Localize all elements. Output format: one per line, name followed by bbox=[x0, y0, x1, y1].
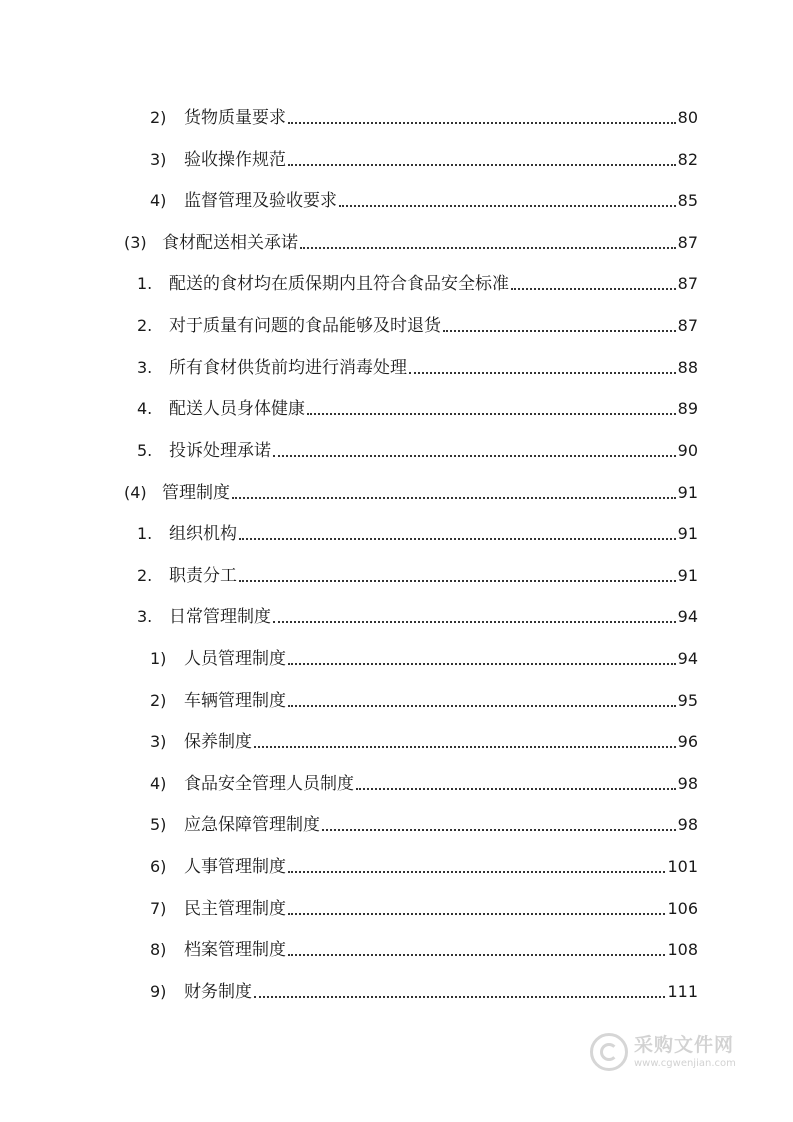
toc-entry-number: 3) bbox=[150, 150, 167, 169]
toc-leader-dots bbox=[322, 829, 676, 831]
watermark-url: www.cgwenjian.com bbox=[634, 1057, 736, 1069]
toc-entry-page: 91 bbox=[677, 483, 698, 502]
toc-entry[interactable] bbox=[137, 602, 698, 628]
toc-entry-page: 90 bbox=[677, 441, 698, 460]
toc-entry-number: 2. bbox=[137, 566, 153, 585]
toc-entry-number: 4. bbox=[137, 399, 153, 418]
toc-entry-title: 验收操作规范 bbox=[184, 150, 286, 170]
toc-leader-dots bbox=[443, 330, 676, 332]
toc-entry[interactable] bbox=[150, 977, 698, 1003]
toc-entry[interactable] bbox=[150, 935, 698, 961]
toc-leader-dots bbox=[307, 413, 676, 415]
toc-leader-dots bbox=[288, 122, 676, 124]
toc-leader-dots bbox=[288, 164, 676, 166]
toc-leader-dots bbox=[273, 621, 676, 623]
toc-entry[interactable] bbox=[150, 894, 698, 920]
watermark-site-name: 采购文件网 bbox=[634, 1033, 735, 1056]
toc-entry-page: 87 bbox=[677, 233, 698, 252]
toc-leader-dots bbox=[254, 746, 676, 748]
toc-entry-page: 94 bbox=[677, 649, 698, 668]
toc-entry-number: 1. bbox=[137, 524, 153, 543]
toc-leader-dots bbox=[409, 372, 676, 374]
toc-leader-dots bbox=[288, 913, 665, 915]
toc-entry-title: 日常管理制度 bbox=[169, 607, 271, 627]
toc-entry-number: 4) bbox=[150, 774, 167, 793]
toc-entry[interactable] bbox=[150, 644, 698, 670]
watermark-logo bbox=[590, 1027, 760, 1077]
toc-entry[interactable] bbox=[124, 478, 698, 504]
toc-leader-dots bbox=[232, 497, 676, 499]
toc-entry-page: 91 bbox=[677, 524, 698, 543]
watermark-emblem-icon bbox=[590, 1033, 628, 1071]
toc-leader-dots bbox=[254, 996, 665, 998]
toc-entry-title: 对于质量有问题的食品能够及时退货 bbox=[169, 316, 441, 336]
toc-entry[interactable] bbox=[150, 103, 698, 129]
toc-entry-title: 民主管理制度 bbox=[184, 899, 286, 919]
toc-entry-title: 保养制度 bbox=[184, 732, 252, 752]
toc-entry-number: 1) bbox=[150, 649, 167, 668]
toc-entry-number: 6) bbox=[150, 857, 167, 876]
toc-leader-dots bbox=[288, 663, 676, 665]
toc-entry-page: 89 bbox=[677, 399, 698, 418]
toc-entry-number: 2) bbox=[150, 691, 167, 710]
toc-entry-title: 货物质量要求 bbox=[184, 108, 286, 128]
toc-entry[interactable] bbox=[150, 852, 698, 878]
toc-leader-dots bbox=[511, 288, 676, 290]
toc-entry-title: 职责分工 bbox=[169, 566, 237, 586]
toc-leader-dots bbox=[300, 247, 676, 249]
toc-entry[interactable] bbox=[150, 810, 698, 836]
toc-entry-page: 87 bbox=[677, 274, 698, 293]
toc-leader-dots bbox=[239, 580, 676, 582]
toc-entry-page: 82 bbox=[677, 150, 698, 169]
toc-entry[interactable] bbox=[137, 311, 698, 337]
toc-entry[interactable] bbox=[137, 269, 698, 295]
toc-leader-dots bbox=[288, 954, 665, 956]
toc-entry[interactable] bbox=[137, 561, 698, 587]
toc-entry-title: 食材配送相关承诺 bbox=[162, 233, 298, 253]
toc-entry-number: 2. bbox=[137, 316, 153, 335]
toc-entry-title: 管理制度 bbox=[162, 483, 230, 503]
toc-leader-dots bbox=[288, 871, 665, 873]
toc-entry-page: 101 bbox=[667, 857, 698, 876]
toc-entry-page: 91 bbox=[677, 566, 698, 585]
toc-entry[interactable] bbox=[150, 769, 698, 795]
toc-leader-dots bbox=[273, 455, 676, 457]
toc-entry-page: 108 bbox=[667, 940, 698, 959]
toc-leader-dots bbox=[239, 538, 676, 540]
toc-entry[interactable] bbox=[137, 394, 698, 420]
toc-entry[interactable] bbox=[137, 519, 698, 545]
toc-entry-page: 85 bbox=[677, 191, 698, 210]
toc-leader-dots bbox=[339, 205, 676, 207]
toc-entry-title: 配送人员身体健康 bbox=[169, 399, 305, 419]
toc-entry-page: 98 bbox=[677, 774, 698, 793]
toc-entry[interactable] bbox=[150, 186, 698, 212]
toc-entry-number: 4) bbox=[150, 191, 167, 210]
toc-entry-title: 监督管理及验收要求 bbox=[184, 191, 337, 211]
toc-entry-page: 98 bbox=[677, 815, 698, 834]
toc-entry-number: 3) bbox=[150, 732, 167, 751]
toc-entry-title: 车辆管理制度 bbox=[184, 691, 286, 711]
watermark-text bbox=[634, 1033, 736, 1069]
toc-entry-title: 食品安全管理人员制度 bbox=[184, 774, 354, 794]
toc-entry-number: 7) bbox=[150, 899, 167, 918]
toc-leader-dots bbox=[288, 705, 676, 707]
toc-entry-page: 80 bbox=[677, 108, 698, 127]
toc-entry-number: 9) bbox=[150, 982, 167, 1001]
toc-leader-dots bbox=[356, 788, 676, 790]
toc-entry[interactable] bbox=[150, 686, 698, 712]
toc-entry-number: (3) bbox=[124, 233, 147, 252]
toc-entry[interactable] bbox=[124, 228, 698, 254]
toc-entry-title: 档案管理制度 bbox=[184, 940, 286, 960]
toc-entry-number: 3. bbox=[137, 358, 153, 377]
toc-entry-number: 3. bbox=[137, 607, 153, 626]
toc-entry-number: 2) bbox=[150, 108, 167, 127]
toc-entry-number: 5. bbox=[137, 441, 153, 460]
toc-entry-title: 人员管理制度 bbox=[184, 649, 286, 669]
toc-entry-number: 1. bbox=[137, 274, 153, 293]
toc-entry[interactable] bbox=[137, 436, 698, 462]
toc-entry-page: 87 bbox=[677, 316, 698, 335]
toc-entry-page: 106 bbox=[667, 899, 698, 918]
toc-entry-page: 111 bbox=[667, 982, 698, 1001]
toc-entry-title: 所有食材供货前均进行消毒处理 bbox=[169, 358, 407, 378]
toc-entry[interactable] bbox=[150, 145, 698, 171]
toc-entry-title: 应急保障管理制度 bbox=[184, 815, 320, 835]
toc-entry-title: 配送的食材均在质保期内且符合食品安全标准 bbox=[169, 274, 509, 294]
toc-entry-title: 组织机构 bbox=[169, 524, 237, 544]
toc-entry-number: (4) bbox=[124, 483, 147, 502]
toc-entry[interactable] bbox=[137, 353, 698, 379]
toc-entry-page: 96 bbox=[677, 732, 698, 751]
toc-entry-page: 94 bbox=[677, 607, 698, 626]
toc-entry-number: 8) bbox=[150, 940, 167, 959]
toc-entry-title: 人事管理制度 bbox=[184, 857, 286, 877]
toc-entry-title: 财务制度 bbox=[184, 982, 252, 1002]
toc-entry-number: 5) bbox=[150, 815, 167, 834]
toc-entry-page: 95 bbox=[677, 691, 698, 710]
toc-entry[interactable] bbox=[150, 727, 698, 753]
toc-entry-page: 88 bbox=[677, 358, 698, 377]
toc-entry-title: 投诉处理承诺 bbox=[169, 441, 271, 461]
